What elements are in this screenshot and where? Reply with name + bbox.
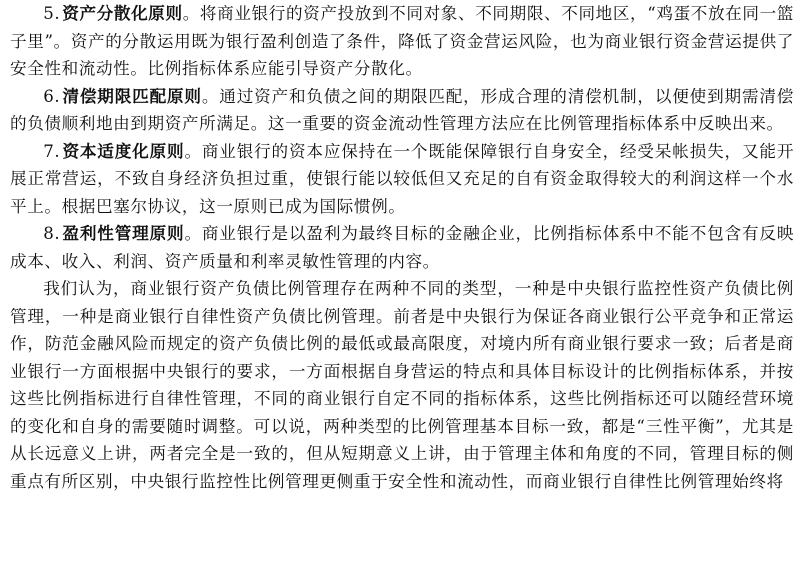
paragraph-discussion [10, 275, 794, 495]
paragraph-heading: 清偿期限匹配原则 [62, 86, 202, 106]
paragraph-number: 5. [43, 4, 61, 23]
paragraph-number: 7. [43, 141, 61, 161]
paragraph-number: 6. [43, 86, 61, 106]
paragraph-body: 。商业银行是以盈利为最终目标的金融企业，比例指标体系中不能不包含有反映成本、收入、利润、资产质量和利率灵敏性管理的内容。 [10, 224, 795, 271]
paragraph-heading: 资产分散化原则 [62, 4, 183, 23]
paragraph-body: 我们认为，商业银行资产负债比例管理存在两种不同的类型，一种是中央银行监控性资产负债比例管理，一种是商业银行自律性资产负债比例管理。前者是中央银行为保证各商业银行公平竞争和正常运作，防范金融风险而规定的资产负债比例的最低或最高限度，对境内所有商业银行要求一致；后者是商业银行一方面根据中央银行的要求，一方面根据自身营运的特点和具体目标设计的比例指标体系，并按这些比例指标进行自律性管理，不同的商业银行自定不同的指标体系，这些比例指标还可以随经营环境的变化和自身的需要随时调整。可以说，两种类型的比例管理基本目标一致，都是“三性平衡”，尤其是从长远意义上讲，两者完全是一致的，但从短期意义上讲，由于管理主体和角度的不同，管理目标的侧重点有所区别，中央银行监控性比例管理更侧重于安全性和流动性，而商业银行自律性比例管理始终将 [10, 279, 794, 491]
paragraph-heading: 资本适度化原则 [62, 141, 185, 161]
paragraph-principle-8 [10, 220, 794, 275]
paragraph-principle-5 [10, 0, 794, 83]
paragraph-number: 8. [43, 224, 61, 243]
paragraph-principle-6 [10, 83, 794, 138]
paragraph-principle-7 [10, 138, 794, 221]
paragraph-body: 。通过资产和负债之间的期限匹配，形成合理的清偿机制，以便使到期需清偿的负债顺利地由到期资产所满足。这一重要的资金流动性管理方法应在比例管理指标体系中反映出来。 [10, 86, 794, 133]
paragraph-body: 。将商业银行的资产投放到不同对象、不同期限、不同地区，“鸡蛋不放在同一篮子里”。资产的分散运用既为银行盈利创造了条件，降低了资金营运风险，也为商业银行资金营运提供了安全性和流动性。比例指标体系应能引导资产分散化。 [10, 4, 794, 78]
paragraph-heading: 盈利性管理原则 [62, 224, 185, 243]
paragraph-body: 。商业银行的资本应保持在一个既能保障银行自身安全，经受呆帐损失，又能开展正常营运，不致自身经济负担过重，使银行能以较低但又充足的自有资金取得较大的利润这样一个水平上。根据巴塞尔协议，这一原则已成为国际惯例。 [10, 141, 795, 216]
